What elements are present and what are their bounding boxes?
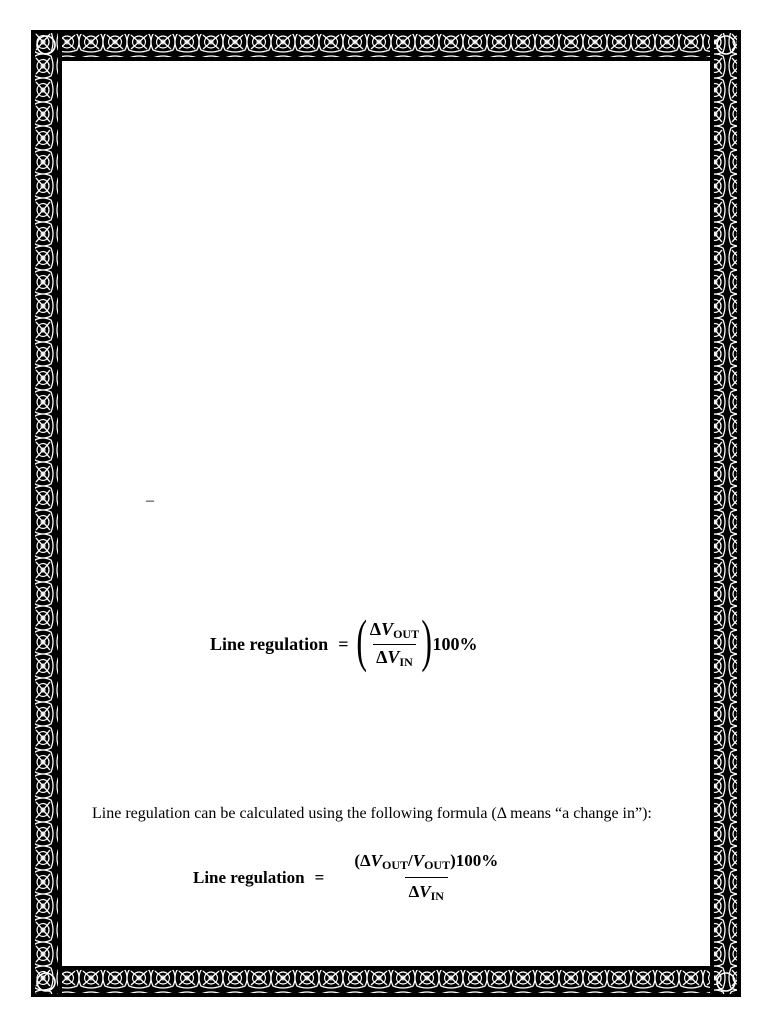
equation-1-close-paren: )	[421, 608, 433, 673]
close-paren-percent: )100%	[450, 851, 499, 870]
page-content	[62, 61, 710, 966]
in-subscript: IN	[399, 654, 413, 669]
delta-symbol: Δ	[376, 646, 388, 667]
in-subscript: IN	[430, 889, 444, 903]
v-variable: V	[419, 882, 431, 901]
equation-1-denominator	[373, 644, 416, 670]
equation-1-percent-factor: 100%	[432, 633, 478, 654]
v-variable: V	[381, 618, 394, 639]
open-paren-delta: (Δ	[354, 851, 371, 870]
delta-symbol: Δ	[369, 618, 382, 639]
equation-2-denominator	[405, 877, 448, 904]
line-regulation-equation-1	[210, 608, 478, 673]
equation-1-open-paren: (	[356, 608, 368, 673]
out-subscript: OUT	[393, 626, 420, 641]
equation-2-fraction	[333, 851, 519, 904]
line-regulation-equation-2	[193, 851, 519, 904]
v-variable: V	[412, 851, 425, 870]
division-slash: /	[408, 851, 413, 870]
delta-symbol: Δ	[408, 882, 420, 901]
equation-1-equals: =	[338, 633, 349, 654]
body-paragraph: Line regulation can be calculated using the following formula (Δ means “a change in”):	[92, 805, 652, 822]
out-subscript: OUT	[382, 858, 409, 872]
equation-1-label: Line regulation	[210, 633, 329, 654]
equation-1-fraction	[367, 619, 422, 670]
out-subscript: OUT	[424, 858, 451, 872]
v-variable: V	[387, 646, 400, 667]
equation-2-label: Line regulation	[193, 867, 305, 887]
stray-dash-mark: –	[146, 492, 154, 509]
equation-1-numerator	[367, 619, 422, 644]
equation-2-equals: =	[314, 867, 325, 887]
equation-2-numerator	[350, 851, 502, 877]
v-variable: V	[370, 851, 382, 870]
